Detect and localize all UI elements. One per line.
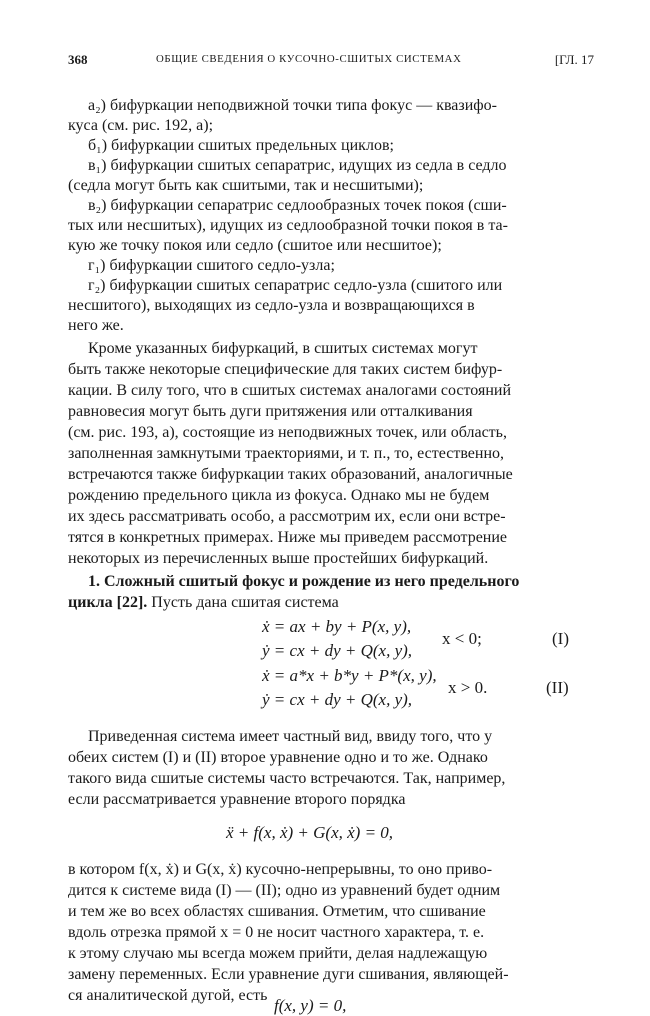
list-line: несшитого), выходящих из седло-узла и возвращающихся в — [68, 297, 475, 314]
section-heading-cont: цикла — [68, 594, 113, 611]
list-line: него же. — [68, 317, 124, 334]
running-title: ОБЩИЕ СВЕДЕНИЯ О КУСОЧНО-СШИТЫХ СИСТЕМАХ — [156, 53, 462, 65]
paragraph-line: равновесия могут быть дуги притяжения или отталкивания — [68, 403, 473, 420]
paragraph-line: тятся в конкретных примерах. Ниже мы приведем рассмотрение — [68, 529, 508, 546]
list-line: г₂) бифуркации сшитых сепаратрис седло-узла (сшитого или — [88, 277, 503, 294]
paragraph-line: их здесь рассматривать особо, а рассмотрим их, если они встре- — [68, 508, 506, 525]
citation-ref: [22]. — [116, 594, 148, 611]
paragraph-line: ся аналитической дугой, есть — [68, 987, 268, 1004]
paragraph-line: вдоль отрезка прямой x = 0 не носит частного характера, т. е. — [68, 924, 485, 941]
list-line: б₁) бифуркации сшитых предельных циклов; — [88, 137, 394, 154]
paragraph-line: Кроме указанных бифуркаций, в сшитых системах могут — [88, 340, 478, 357]
chapter-label: [ГЛ. 17 — [554, 52, 594, 67]
paragraph-line: некоторых из перечисленных выше простейших бифуркаций. — [68, 550, 489, 567]
paragraph-line: обеих систем (I) и (II) второе уравнение одно и то же. Однако — [68, 749, 488, 766]
equation-2a: ẋ = a*x + b*y + P*(x, y), — [262, 666, 437, 685]
paragraph-line: кации. В силу того, что в сшитых системах аналогами состояний — [68, 382, 512, 399]
equation-1b: ẏ = cx + dy + Q(x, y), — [262, 641, 413, 660]
paragraph-line: встречаются также бифуркации таких образований, аналогичные — [68, 466, 513, 483]
page-header — [68, 52, 594, 74]
list-line: а₂) бифуркации неподвижной точки типа фокус — квазифо- — [88, 97, 497, 114]
paragraph-line: если рассматривается уравнение второго порядка — [68, 791, 406, 808]
list-line: куса (см. рис. 192, а); — [68, 117, 214, 134]
condition-1: x < 0; — [442, 629, 482, 648]
paragraph-line: Приведенная система имеет частный вид, ввиду того, что у — [88, 728, 493, 745]
list-line: кую же точку покоя или седло (сшитое или несшитое); — [68, 237, 442, 254]
paragraph-line: в котором f(x, ẋ) и G(x, ẋ) кусочно-непрерывны, то оно приво- — [68, 861, 493, 878]
paragraph-line: рождению предельного цикла из фокуса. Однако мы не будем — [68, 487, 490, 504]
paragraph-line: к этому случаю мы всегда можем прийти, делая надлежащую — [68, 945, 488, 962]
paragraph-line: дится к системе вида (I) — (II); одно из уравнений будет одним — [68, 882, 501, 899]
arc-equation: f(x, y) = 0, — [274, 996, 347, 1015]
section-heading: 1. Сложный сшитый фокус и рождение из него предельного — [88, 573, 520, 590]
list-line: в₁) бифуркации сшитых сепаратрис, идущих из седла в седло — [88, 157, 507, 174]
list-line: г₁) бифуркации сшитого седло-узла; — [88, 257, 335, 274]
second-order-equation: ẍ + f(x, ẋ) + G(x, ẋ) = 0, — [226, 823, 394, 842]
page-number: 368 — [68, 52, 88, 67]
list-line: (седла могут быть как сшитыми, так и несшитыми); — [68, 177, 424, 194]
equation-label-2: (II) — [546, 678, 569, 697]
paragraph-line: и тем же во всех областях сшивания. Отметим, что сшивание — [68, 903, 486, 920]
paragraph-line: замену переменных. Если уравнение дуги сшивания, являющей- — [68, 966, 509, 983]
equation-label-1: (I) — [552, 629, 569, 648]
section-lead: Пусть дана сшитая система — [151, 594, 339, 611]
paragraph-line: заполненная замкнутыми траекториями, и т. п., то, естественно, — [68, 445, 505, 462]
list-line: в₂) бифуркации сепаратрис седлообразных точек покоя (сши- — [88, 197, 507, 214]
section-heading-line2 — [68, 592, 339, 613]
condition-2: x > 0. — [448, 678, 488, 697]
paragraph-line: (см. рис. 193, а), состоящие из неподвижных точек, или область, — [68, 424, 507, 441]
equation-2b: ẏ = cx + dy + Q(x, y), — [262, 690, 413, 709]
paragraph-line: такого вида сшитые системы часто встречаются. Так, например, — [68, 770, 506, 787]
equation-1a: ẋ = ax + by + P(x, y), — [262, 617, 412, 636]
list-line: тых или несшитых), идущих из седлообразной точки покоя в та- — [68, 217, 508, 234]
paragraph-line: быть также некоторые специфические для таких систем бифур- — [68, 361, 503, 378]
